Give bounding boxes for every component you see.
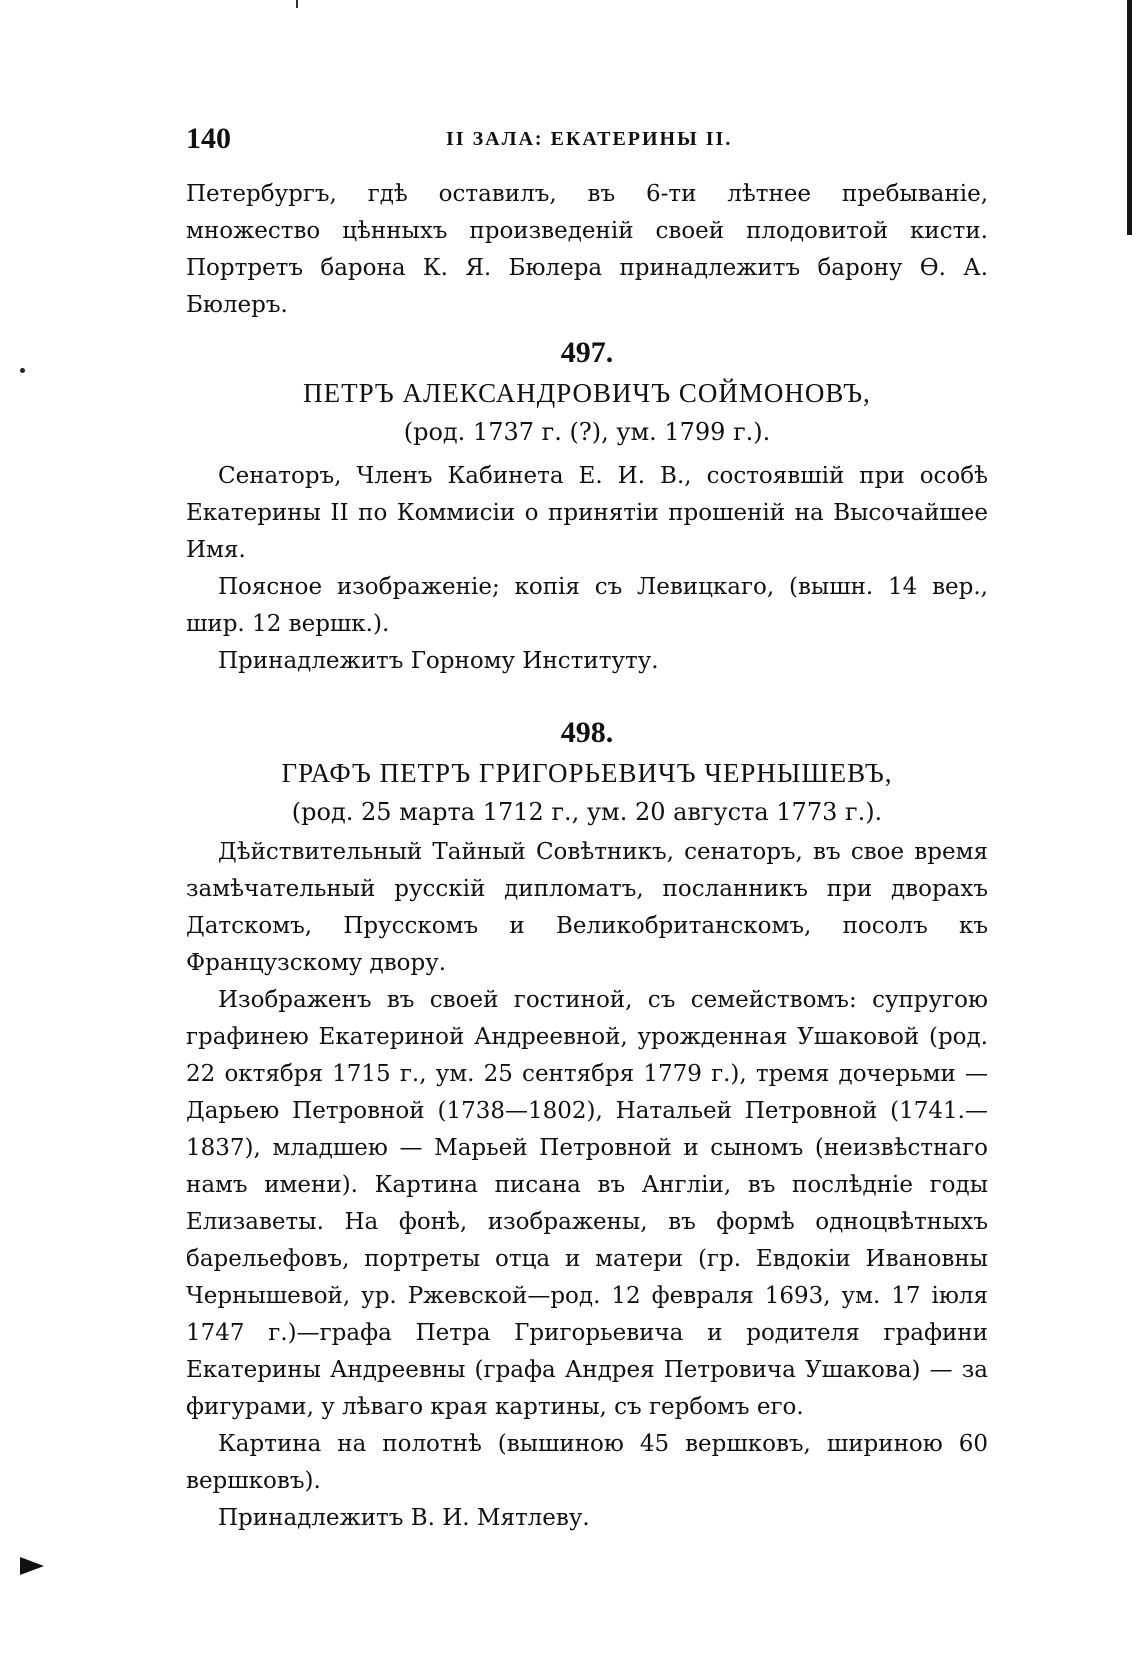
page-number: 140 [186, 122, 231, 155]
entry-body [186, 458, 988, 680]
entry-ownership: Принадлежитъ Горному Институту. [218, 648, 659, 674]
print-mark [296, 0, 298, 8]
intro-paragraph: Петербургъ, гдѣ оставилъ, въ 6-ти лѣтнее пребываніе, множество цѣнныхъ произведеній своей плодовитой кисти. Портретъ барона К. Я. Бюлера принадлежитъ барону Ѳ. А. Бюлеръ. [186, 181, 988, 318]
entry-number: 497. [560, 336, 614, 369]
entry-dates: (род. 25 марта 1712 г., ум. 20 августа 1773 г.). [291, 798, 883, 826]
page-corner-arrow-icon [20, 1557, 44, 1575]
entry-paragraph: Поясное изображеніе; копія съ Левицкаго, (вышн. 14 вер., шир. 12 вершк.). [186, 574, 988, 637]
entry-ownership: Принадлежитъ В. И. Мятлеву. [218, 1505, 590, 1531]
entry-paragraph: Дѣйствительный Тайный Совѣтникъ, сенаторъ, въ свое время замѣчательный русскій дипломатъ, посланникъ при дворахъ Датскомъ, Прусскомъ и Великобританскомъ, посолъ къ Французскому двору. [186, 839, 988, 976]
scan-edge-shadow [1127, 0, 1132, 235]
entry-body [186, 834, 988, 1537]
running-title: II ЗАЛА: ЕКАТЕРИНЫ II. [446, 128, 733, 150]
entry-name: ГРАФЪ ПЕТРЪ ГРИГОРЬЕВИЧЪ ЧЕРНЫШЕВЪ, [281, 758, 893, 788]
entry-dates: (род. 1737 г. (?), ум. 1799 г.). [403, 418, 771, 446]
intro-paragraph-block [186, 176, 988, 324]
entry-number: 498. [560, 716, 614, 749]
entry-paragraph: Картина на полотнѣ (вышиною 45 вершковъ, шириною 60 вершковъ). [186, 1431, 988, 1494]
print-speck [20, 368, 25, 373]
entry-paragraph: Изображенъ въ своей гостиной, съ семействомъ: супругою графинею Екатериной Андреевной, урожденная Ушаковой (род. 22 октября 1715 г., ум. 25 сентября 1779 г.), тремя дочерьми — Дарьею Петровной (1738—1802), Натальей Петровной (1741.— 1837), младшею — Марьей Петровной и сыномъ (неизвѣстнаго намъ имени). Картина писана въ Англіи, въ послѣдніе годы Елизаветы. На фонѣ, изображены, въ формѣ одноцвѣтныхъ барельефовъ, портреты отца и матери (гр. Евдокіи Ивановны Чернышевой, ур. Ржевской—род. 12 февраля 1693, ум. 17 іюля 1747 г.)—графа Петра Григорьевича и родителя графини Екатерины Андреевны (графа Андрея Петровича Ушакова) — за фигурами, у лѣваго края картины, съ гербомъ его. [186, 987, 988, 1420]
running-head [186, 122, 986, 162]
entry-name: ПЕТРЪ АЛЕКСАНДРОВИЧЪ СОЙМОНОВЪ, [303, 378, 871, 408]
entry-paragraph: Сенаторъ, Членъ Кабинета Е. И. В., состоявшій при особѣ Екатерины II по Коммисіи о принятіи прошеній на Высочайшее Имя. [186, 463, 988, 563]
